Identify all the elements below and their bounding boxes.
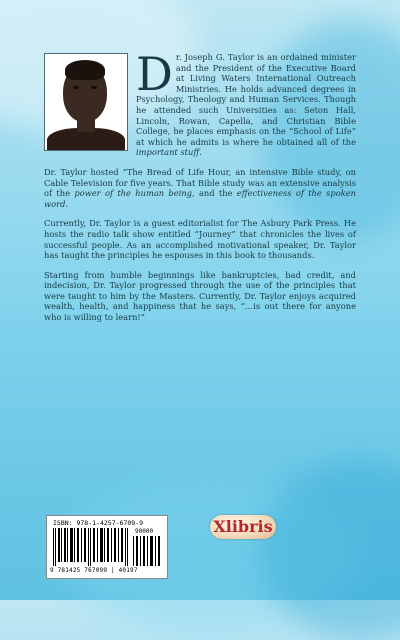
bio-text: Starting from humble beginnings like bankruptcies, bad credit, and indecision, Dr. Taylor progressed through the use of the principles that were taught to him by the Masters. Currently, Dr. Taylor enjoys acquired wealth, health, and happiness that he says, “…is out there for anyone who is willing to learn!” <box>44 269 356 323</box>
bio-text: and the <box>194 188 237 199</box>
drop-cap: D <box>136 52 173 101</box>
bio-emphasis: important stuff. <box>136 147 202 158</box>
barcode-addon-bars <box>133 536 161 566</box>
bio-paragraph-3 <box>44 218 356 260</box>
bio-emphasis: effectiveness of the spoken word. <box>44 188 356 209</box>
publisher-logo-text: Xlibris <box>213 517 273 536</box>
bio-paragraph-2 <box>44 167 356 209</box>
barcode-bars <box>53 528 129 566</box>
bio-text: r. Joseph G. Taylor is an ordained minister and the President of the Executive Board at Living Waters International Outreach Ministries. He holds advanced degrees in Psychology, Theology and Human Services. Though he attended such Universities as: Seton Hall, Lincoln, Rowan, Capella, and Christian Bible College, he places emphasis on the “School of Life” at which he admits is where he obtained all of the <box>136 52 356 147</box>
bio-paragraph-4 <box>44 270 356 323</box>
author-bio <box>44 52 356 332</box>
barcode-addon-label: 90000 <box>135 528 154 535</box>
barcode-digits: 9 781425 767099 | 40197 <box>50 567 138 574</box>
isbn-label: ISBN: 978-1-4257-6709-9 <box>53 519 144 527</box>
publisher-logo <box>210 515 276 539</box>
author-photo <box>44 53 128 151</box>
isbn-barcode <box>46 515 168 579</box>
bio-text: Dr. Taylor hosted “The Bread of Life Hour, an intensive Bible study, on Cable Television for five years. That Bible study was an extensive analysis of the <box>44 166 356 199</box>
bio-emphasis: power of the human being, <box>74 188 195 199</box>
bio-paragraph-1 <box>44 52 356 167</box>
bio-text: Currently, Dr. Taylor is a guest editorialist for The Asbury Park Press. He hosts the radio talk show entitled “Journey” that chronicles the lives of successful people. As an accomplished motivational speaker, Dr. Taylor has taught the principles he espouses in this book to thousands. <box>44 218 356 261</box>
